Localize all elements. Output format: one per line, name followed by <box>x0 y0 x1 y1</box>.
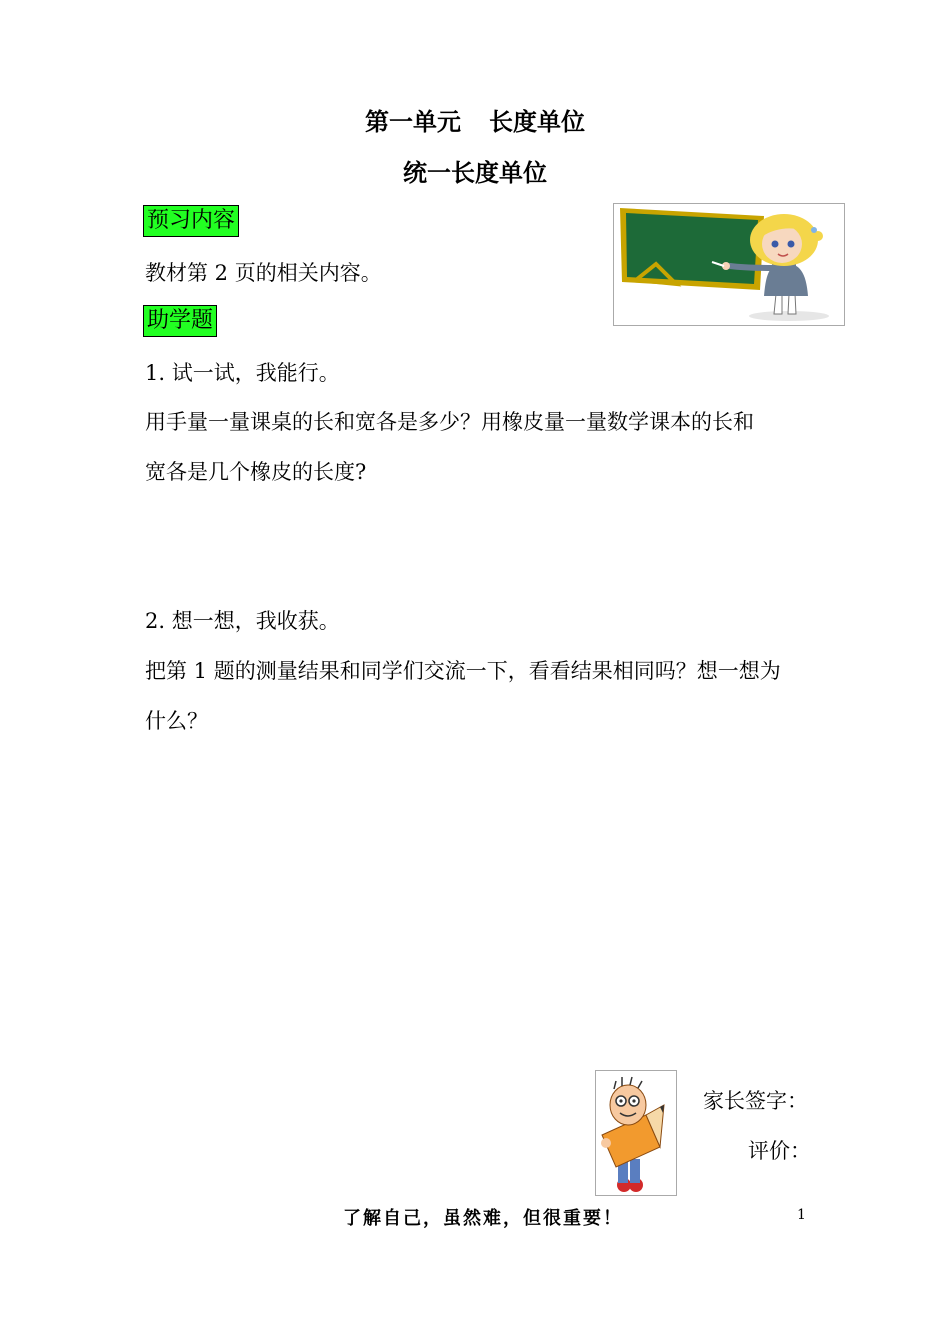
unit-title-subject: 长度单位 <box>489 107 585 136</box>
unit-title-number: 第一单元 <box>365 107 461 136</box>
preview-text: 教材第 2 页的相关内容。 <box>145 261 382 285</box>
question-2-heading: 2. 想一想，我收获。 <box>145 609 340 633</box>
question-1-line-2: 宽各是几个橡皮的长度? <box>145 460 367 484</box>
question-2-line-2: 什么？ <box>145 709 208 733</box>
parent-signature-label: 家长签字： <box>703 1089 808 1113</box>
footer-motto: 了解自己，虽然难，但很重要！ <box>343 1208 623 1229</box>
teacher-at-blackboard-image <box>614 204 844 325</box>
pencil-character-image <box>596 1071 676 1195</box>
pencil-mascot-illustration <box>595 1070 677 1196</box>
preview-tag: 预习内容 <box>143 205 239 237</box>
page-number: 1 <box>797 1207 806 1223</box>
question-1-heading: 1. 试一试，我能行。 <box>145 361 340 385</box>
unit-title <box>0 102 950 137</box>
teacher-illustration <box>613 203 845 326</box>
question-2-line-1: 把第 1 题的测量结果和同学们交流一下，看看结果相同吗？想一想为 <box>145 659 781 683</box>
help-tag: 助学题 <box>143 305 217 337</box>
lesson-title: 统一长度单位 <box>403 158 547 187</box>
evaluation-label: 评价： <box>748 1139 811 1163</box>
question-1-line-1: 用手量一量课桌的长和宽各是多少？用橡皮量一量数学课本的长和 <box>145 410 754 434</box>
